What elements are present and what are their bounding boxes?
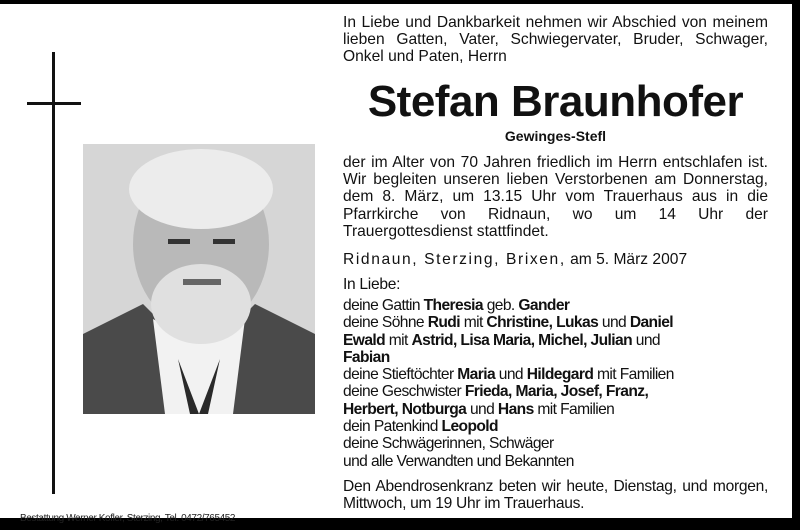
mourner-text: mit bbox=[459, 314, 487, 332]
places: Ridnaun, Sterzing, Brixen, bbox=[343, 251, 566, 268]
mourner-name: Rudi bbox=[427, 314, 460, 332]
mourner-line bbox=[343, 418, 768, 435]
mourner-name: Ewald bbox=[343, 331, 386, 349]
mourner-line bbox=[343, 349, 768, 366]
mourner-name: Maria bbox=[457, 366, 496, 384]
mourner-line bbox=[343, 314, 768, 331]
nickname: Gewinges-Stefl bbox=[504, 128, 607, 144]
mourner-line bbox=[343, 332, 768, 349]
mourner-name: Herbert, Notburga bbox=[343, 400, 467, 418]
mourner-name: Theresia bbox=[423, 297, 483, 314]
mourner-name: Gander bbox=[518, 297, 570, 314]
mourners-list bbox=[343, 297, 768, 470]
date: am 5. März 2007 bbox=[570, 251, 688, 268]
mourner-text: mit bbox=[385, 331, 412, 349]
mourner-text: mit Familien bbox=[593, 366, 674, 384]
mourner-text: und bbox=[466, 400, 498, 418]
in-liebe-label: In Liebe: bbox=[343, 276, 401, 293]
mourner-name: Frieda, Maria, Josef, Franz, bbox=[464, 383, 649, 401]
intro-text: In Liebe und Dankbarkeit nehmen wir Abschied von meinem lieben Gatten, Vater, Schwiegervater, Bruder, Schwager, Onkel und Paten, Herrn bbox=[343, 14, 768, 66]
mourner-name: Fabian bbox=[343, 348, 390, 366]
mourner-text: und alle Verwandten und Bekannten bbox=[343, 452, 574, 470]
mourner-line bbox=[343, 383, 768, 400]
mourner-line bbox=[343, 297, 768, 314]
cross-icon bbox=[52, 52, 55, 494]
obituary-notice bbox=[0, 4, 792, 524]
mourner-line bbox=[343, 453, 768, 470]
rosary-notice: Den Abendrosenkranz beten wir heute, Dienstag, und morgen, Mittwoch, um 19 Uhr im Trauerhaus. bbox=[343, 478, 768, 513]
mourner-name: Daniel bbox=[629, 314, 674, 332]
cross-icon-bar bbox=[27, 102, 81, 105]
mourner-name: Christine, Lukas bbox=[486, 314, 599, 332]
mourner-text: und bbox=[495, 366, 527, 384]
mourner-text: geb. bbox=[482, 297, 519, 314]
mourner-text: deine Söhne bbox=[343, 314, 428, 332]
mourner-name: Astrid, Lisa Maria, Michel, Julian bbox=[411, 331, 633, 349]
mourner-line bbox=[343, 401, 768, 418]
mourner-text: deine Geschwister bbox=[343, 383, 465, 401]
mourner-name: Hildegard bbox=[526, 366, 594, 384]
mourner-name: Leopold bbox=[441, 418, 498, 436]
funeral-details: der im Alter von 70 Jahren friedlich im Herrn entschlafen ist. Wir begleiten unseren lieben Verstorbenen am Donnerstag, dem 8. März, um 13.15 Uhr vom Trauerhaus aus in die Pfarrkirche von Ridnaun, wo um 14 Uhr der Trauergottesdienst stattfindet. bbox=[343, 154, 768, 240]
mourner-line bbox=[343, 435, 768, 452]
mourner-line bbox=[343, 366, 768, 383]
deceased-name: Stefan Braunhofer bbox=[367, 77, 744, 126]
mourner-name: Hans bbox=[497, 400, 534, 418]
mourner-text: deine Stieftöchter bbox=[343, 366, 458, 384]
mourner-text: deine Gattin bbox=[343, 297, 424, 314]
mourner-text: und bbox=[598, 314, 630, 332]
mourner-text: dein Patenkind bbox=[343, 418, 442, 436]
mourner-text: und bbox=[632, 331, 660, 349]
portrait-photo bbox=[83, 144, 315, 414]
place-date-line bbox=[343, 251, 768, 269]
mourner-text: deine Schwägerinnen, Schwäger bbox=[343, 435, 554, 453]
funeral-home-footer: Bestattung Werner Kofler, Sterzing, Tel. 0472/765452 bbox=[20, 513, 236, 524]
mourner-text: mit Familien bbox=[533, 400, 615, 418]
